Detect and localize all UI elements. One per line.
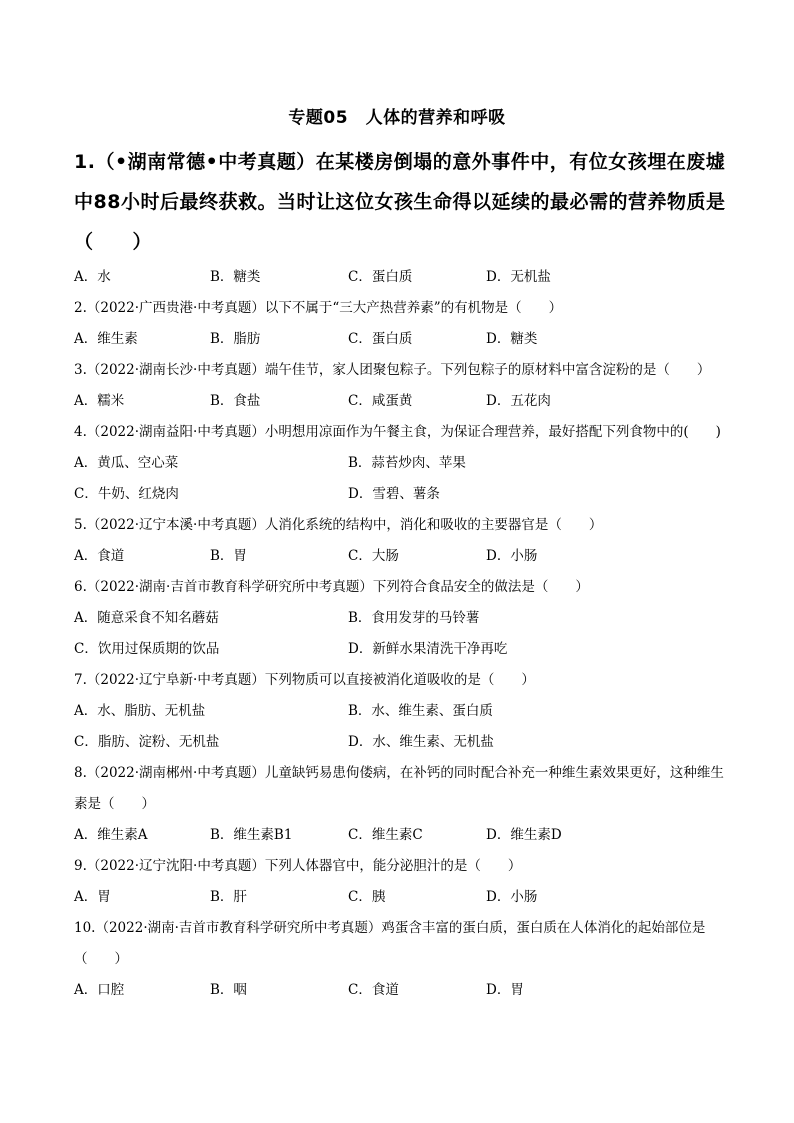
question-10-stem: 10.（2022·湖南·吉首市教育科学研究所中考真题）鸡蛋含丰富的蛋白质，蛋白质在人体消化的起始部位是（ ） [74, 920, 706, 967]
option-d: D．小肠 [486, 889, 538, 905]
question-10-options [74, 975, 734, 1006]
question-9-stem: 9.（2022·辽宁沈阳·中考真题）下列人体器官中，能分泌胆汁的是（ ） [74, 858, 522, 874]
question-7-stem: 7.（2022·辽宁阜新·中考真题）下列物质可以直接被消化道吸收的是（ ） [74, 672, 535, 688]
option-a: A．随意采食不知名蘑菇 [74, 610, 219, 626]
option-a: A．维生素 [74, 331, 138, 347]
question-7-options-row1 [74, 696, 734, 727]
option-c: C．维生素C [348, 827, 423, 843]
option-c: C．蛋白质 [348, 269, 413, 285]
question-9-options [74, 882, 734, 913]
option-c: C．大肠 [348, 548, 399, 564]
option-a: A．水 [74, 269, 111, 285]
option-a: A．口腔 [74, 982, 125, 998]
question-6-options-row1 [74, 603, 734, 634]
option-c: C．牛奶、红烧肉 [74, 486, 179, 502]
question-2-stem: 2.（2022·广西贵港·中考真题）以下不属于“三大产热营养素”的有机物是（ ） [74, 300, 563, 316]
option-d: D．无机盐 [486, 269, 551, 285]
question-6-stem: 6.（2022·湖南·吉首市教育科学研究所中考真题）下列符合食品安全的做法是（ ） [74, 579, 589, 595]
question-3-stem: 3.（2022·湖南长沙·中考真题）端午佳节，家人团聚包粽子。下列包粽子的原材料中富含淀粉的是（ ） [74, 362, 711, 378]
question-1-options [74, 262, 734, 293]
question-8-stem: 8.（2022·湖南郴州·中考真题）儿童缺钙易患佝偻病，在补钙的同时配合补充一种维生素效果更好，这种维生素是（ ） [74, 765, 724, 812]
question-4-options-row1 [74, 448, 734, 479]
option-b: B．食用发芽的马铃薯 [348, 610, 480, 626]
option-a: A．水、脂肪、无机盐 [74, 703, 206, 719]
option-a: A．糯米 [74, 393, 125, 409]
option-b: B．胃 [210, 548, 247, 564]
option-d: D．糖类 [486, 331, 538, 347]
question-7-options-row2 [74, 727, 734, 758]
option-b: B．脂肪 [210, 331, 261, 347]
option-d: D．五花肉 [486, 393, 551, 409]
question-4-options-row2 [74, 479, 734, 510]
option-a: A．黄瓜、空心菜 [74, 455, 179, 471]
option-b: B．食盐 [210, 393, 261, 409]
option-b: B．糖类 [210, 269, 261, 285]
question-6-options-row2 [74, 634, 734, 665]
option-d: D．新鲜水果清洗干净再吃 [348, 641, 508, 657]
option-d: D．水、维生素、无机盐 [348, 734, 494, 750]
question-2-options [74, 324, 734, 355]
option-a: A．食道 [74, 548, 125, 564]
option-b: B．肝 [210, 889, 247, 905]
option-d: D．小肠 [486, 548, 538, 564]
option-c: C．蛋白质 [348, 331, 413, 347]
option-d: D．雪碧、薯条 [348, 486, 440, 502]
option-c: C．饮用过保质期的饮品 [74, 641, 220, 657]
question-5-options [74, 541, 734, 572]
option-c: C．脂肪、淀粉、无机盐 [74, 734, 220, 750]
option-a: A．维生素A [74, 827, 148, 843]
option-d: D．维生素D [486, 827, 562, 843]
question-5-stem: 5.（2022·辽宁本溪·中考真题）人消化系统的结构中，消化和吸收的主要器官是（ ） [74, 517, 603, 533]
option-c: C．咸蛋黄 [348, 393, 413, 409]
question-3-options [74, 386, 734, 417]
option-c: C．胰 [348, 889, 386, 905]
question-1-stem: 1.（•湖南常德•中考真题）在某楼房倒塌的意外事件中，有位女孩埋在废墟中88小时后最终获救。当时让这位女孩生命得以延续的最必需的营养物质是（ ） [74, 151, 726, 253]
question-4-stem: 4.（2022·湖南益阳·中考真题）小明想用凉面作为午餐主食，为保证合理营养，最好搭配下列食物中的( ) [74, 424, 721, 440]
option-a: A．胃 [74, 889, 111, 905]
option-d: D．胃 [486, 982, 524, 998]
page-title: 专题05 人体的营养和呼吸 [288, 108, 506, 128]
option-b: B．维生素B1 [210, 827, 293, 843]
option-b: B．水、维生素、蛋白质 [348, 703, 493, 719]
option-b: B．蒜苔炒肉、苹果 [348, 455, 466, 471]
question-8-options [74, 820, 734, 851]
option-c: C．食道 [348, 982, 399, 998]
option-b: B．咽 [210, 982, 247, 998]
